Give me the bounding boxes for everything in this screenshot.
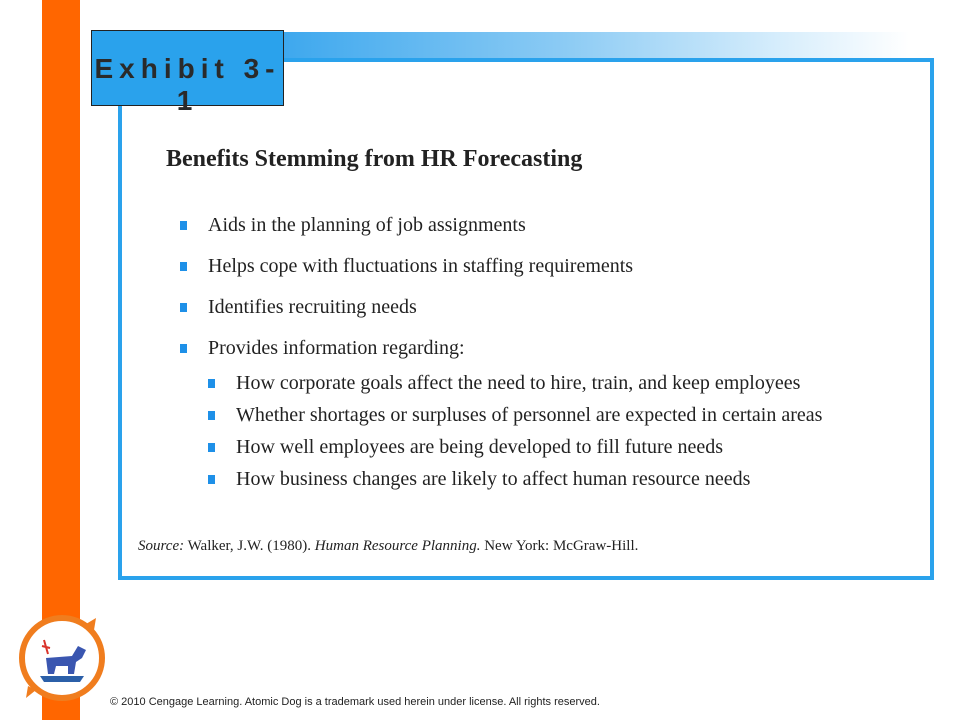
exhibit-label-box: [91, 30, 284, 116]
exhibit-label: Exhibit 3-1: [94, 53, 281, 116]
square-bullet-icon: [208, 443, 215, 452]
benefits-list: [180, 212, 633, 376]
square-bullet-icon: [180, 303, 187, 312]
sub-list-item: [208, 370, 822, 402]
sub-list-item: [208, 466, 822, 498]
information-sublist: [208, 370, 822, 498]
atomic-dog-logo-icon: [14, 610, 110, 706]
source-citation: [138, 538, 638, 555]
sub-list-item: [208, 402, 822, 434]
exhibit-heading: Benefits Stemming from HR Forecasting: [166, 146, 583, 172]
square-bullet-icon: [208, 411, 215, 420]
sub-list-item-text: How corporate goals affect the need to hire, train, and keep employees: [236, 372, 801, 394]
square-bullet-icon: [208, 379, 215, 388]
sub-list-item-text: How business changes are likely to affect human resource needs: [236, 468, 751, 490]
sub-list-item: [208, 434, 822, 466]
list-item-text: Provides information regarding:: [208, 337, 465, 359]
list-item-text: Identifies recruiting needs: [208, 296, 417, 318]
source-publisher: New York: McGraw-Hill.: [484, 538, 639, 554]
square-bullet-icon: [180, 344, 187, 353]
source-title: Human Resource Planning.: [314, 538, 481, 554]
list-item-text: Helps cope with fluctuations in staffing requirements: [208, 255, 634, 277]
sub-list-item-text: Whether shortages or surpluses of personnel are expected in certain areas: [236, 404, 823, 426]
square-bullet-icon: [180, 221, 187, 230]
header-gradient-strip: [284, 32, 909, 58]
list-item: [180, 294, 633, 335]
source-prefix: Source:: [138, 538, 185, 554]
list-item: [180, 253, 633, 294]
list-item-text: Aids in the planning of job assignments: [208, 214, 526, 236]
square-bullet-icon: [208, 475, 215, 484]
source-author: Walker, J.W. (1980).: [187, 538, 312, 554]
list-item: [180, 212, 633, 253]
square-bullet-icon: [180, 262, 187, 271]
sub-list-item-text: How well employees are being developed to fill future needs: [236, 436, 724, 458]
copyright-footer: © 2010 Cengage Learning. Atomic Dog is a trademark used herein under license. All rights reserved.: [110, 696, 600, 708]
